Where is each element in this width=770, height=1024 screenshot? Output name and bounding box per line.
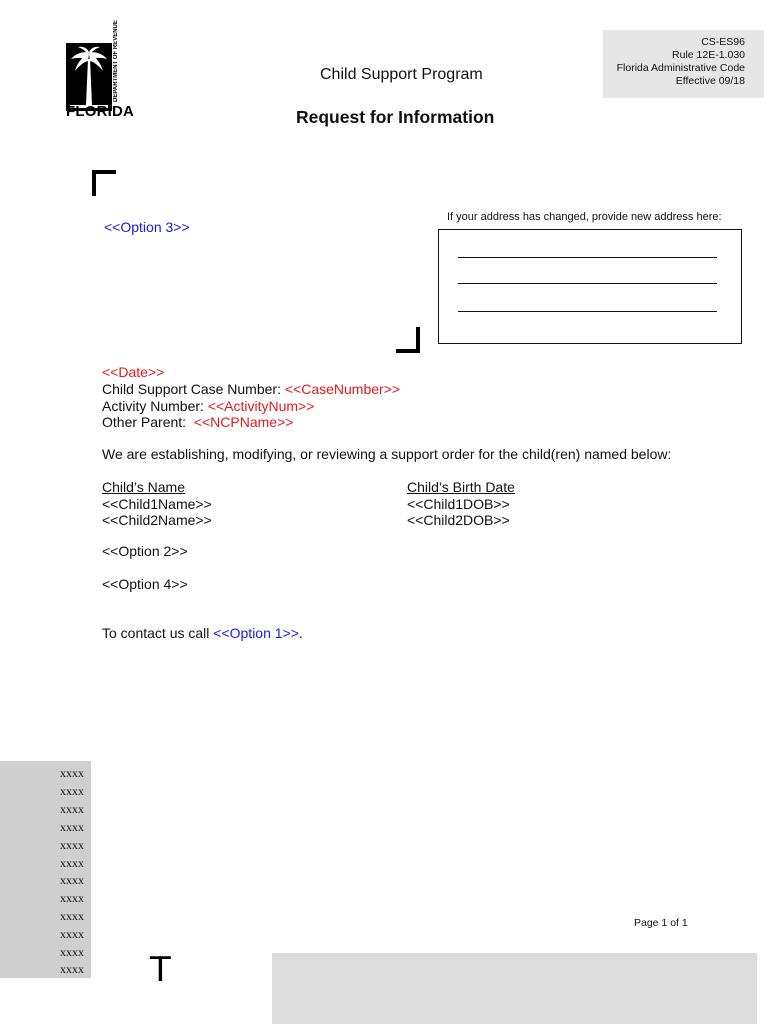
- address-line-3[interactable]: [458, 311, 717, 312]
- address-window-bottom-right-mark: [396, 327, 420, 353]
- activity-number-value: <<ActivityNum>>: [207, 398, 315, 414]
- child-dob-header: Child’s Birth Date: [407, 479, 515, 495]
- placeholder-text: xxxx: [60, 820, 84, 834]
- option-2-field: <<Option 2>>: [102, 543, 188, 559]
- page-number: Page 1 of 1: [634, 917, 688, 929]
- form-rule: Rule 12E-1.030: [672, 49, 745, 61]
- placeholder-text: xxxx: [60, 927, 84, 941]
- case-number-value: <<CaseNumber>>: [284, 381, 401, 397]
- other-parent-label: Other Parent:: [102, 414, 194, 430]
- department-of-revenue-label: DEPARTMENT OF REVENUE: [113, 20, 119, 102]
- address-window-top-left-mark: [92, 170, 116, 196]
- address-change-caption: If your address has changed, provide new address here:: [447, 211, 722, 223]
- placeholder-text: xxxx: [60, 838, 84, 852]
- date-field: [102, 364, 164, 381]
- child-name-header: Child’s Name: [102, 479, 185, 495]
- option-1-field: <<Option 1>>: [213, 625, 299, 641]
- activity-number-row: [102, 398, 314, 415]
- child-1-name: <<Child1Name>>: [102, 496, 212, 512]
- bottom-gray-area: [272, 953, 757, 1024]
- form-info-box: [603, 30, 764, 98]
- placeholder-text: xxxx: [60, 962, 84, 976]
- new-address-box[interactable]: [438, 229, 742, 344]
- child-2-name: <<Child2Name>>: [102, 512, 212, 528]
- placeholder-text: xxxx: [60, 891, 84, 905]
- placeholder-text: xxxx: [60, 945, 84, 959]
- address-line-2[interactable]: [458, 283, 717, 284]
- placeholder-text: xxxx: [60, 909, 84, 923]
- placeholder-text: xxxx: [60, 802, 84, 816]
- placeholder-text: xxxx: [60, 766, 84, 780]
- placeholder-panel: [0, 761, 91, 978]
- other-parent-row: [102, 414, 293, 431]
- contact-line: [102, 625, 303, 642]
- activity-number-label: Activity Number:: [102, 398, 208, 414]
- form-admin-code: Florida Administrative Code: [616, 62, 745, 74]
- address-line-1[interactable]: [458, 257, 717, 258]
- child-2-dob: <<Child2DOB>>: [407, 512, 510, 528]
- child-1-dob: <<Child1DOB>>: [407, 496, 510, 512]
- placeholder-text: xxxx: [60, 784, 84, 798]
- florida-wordmark: FLORIDA: [66, 103, 135, 120]
- program-name: Child Support Program: [320, 66, 483, 83]
- contact-prefix: To contact us call: [102, 625, 214, 641]
- contact-suffix: .: [298, 625, 303, 641]
- t-mark: T: [150, 950, 171, 990]
- date-value: <<Date>>: [102, 364, 165, 380]
- case-number-label: Child Support Case Number:: [102, 381, 285, 397]
- form-code: CS-ES96: [701, 36, 745, 48]
- placeholder-text: xxxx: [60, 856, 84, 870]
- page-title: Request for Information: [296, 107, 495, 127]
- other-parent-value: <<NCPName>>: [193, 414, 294, 430]
- placeholder-text: xxxx: [60, 873, 84, 887]
- form-effective: Effective 09/18: [675, 75, 745, 87]
- option-4-field: <<Option 4>>: [102, 576, 188, 592]
- option-3-field: <<Option 3>>: [104, 219, 190, 235]
- case-number-row: [102, 381, 400, 398]
- intro-text: We are establishing, modifying, or reviewing a support order for the child(ren) named below:: [102, 446, 672, 462]
